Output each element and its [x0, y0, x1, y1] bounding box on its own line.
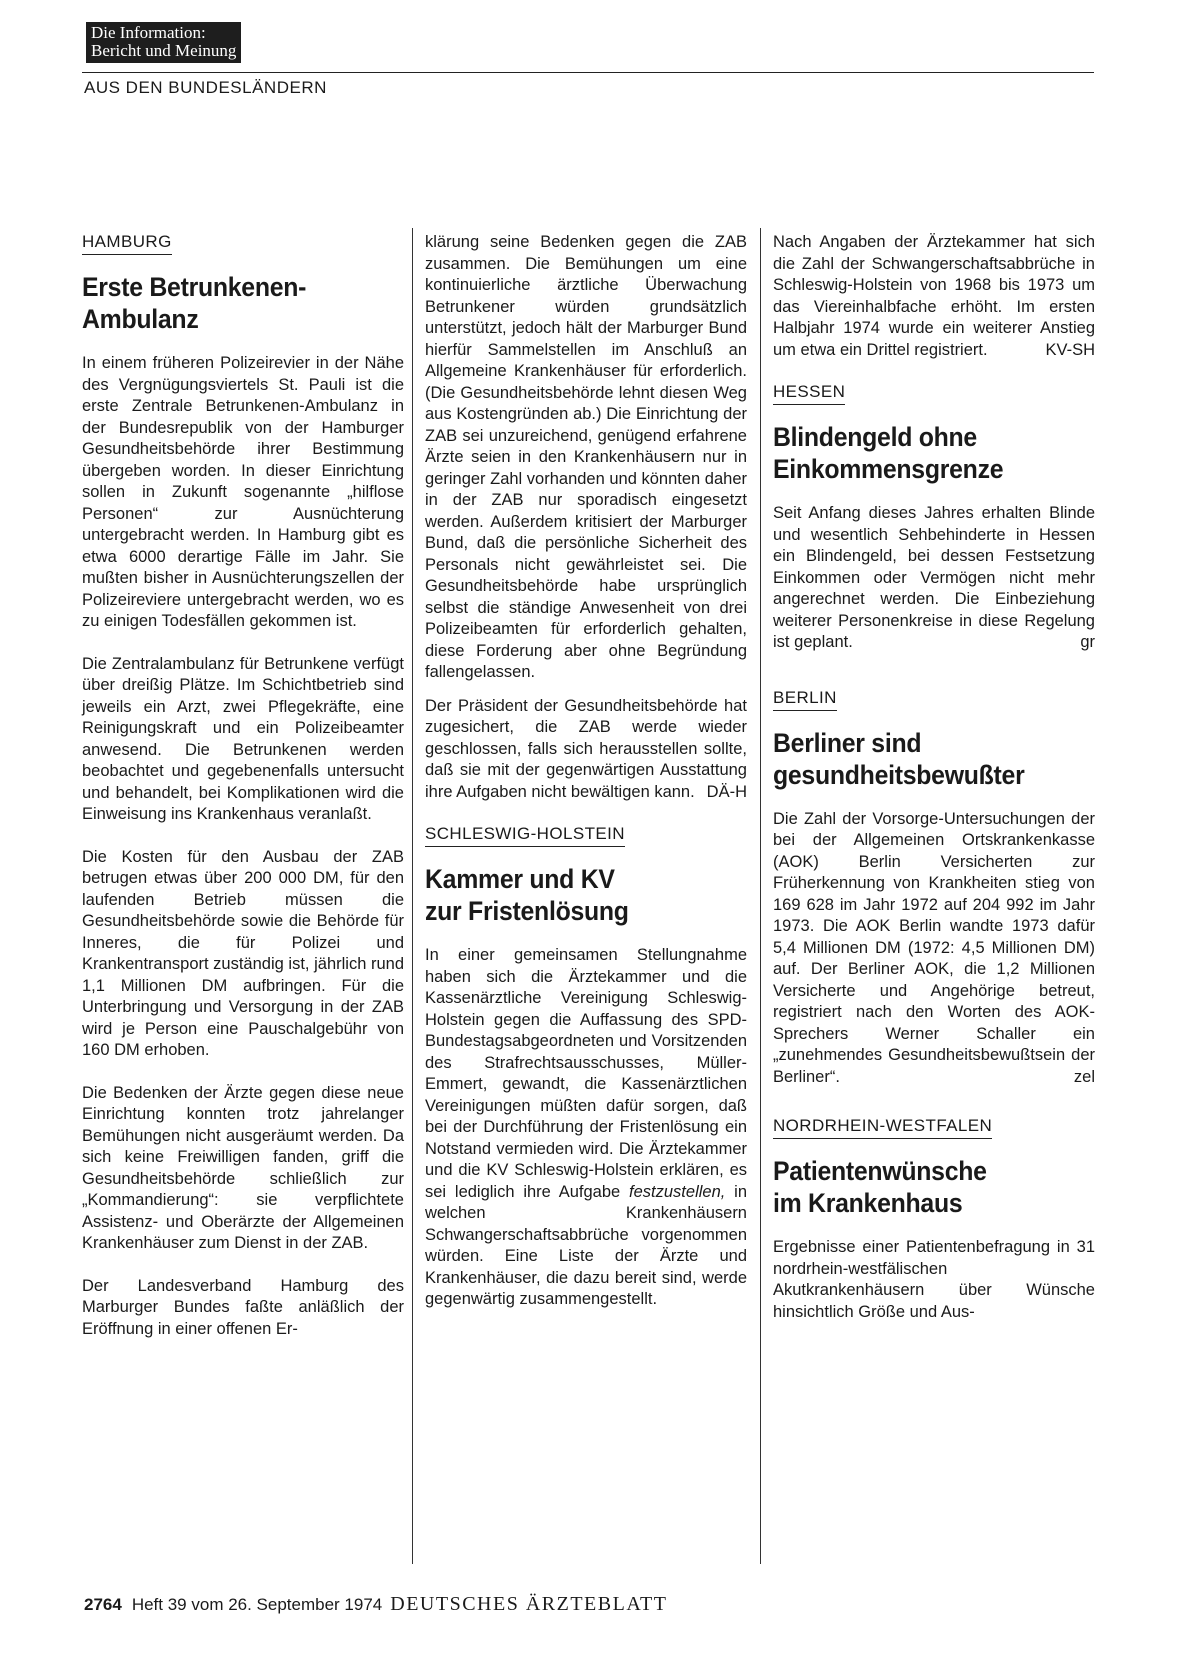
paragraph: Ergebnisse einer Patientenbefragung in 31 nordrhein-westfälischen Akutkrankenhäusern über Wünsche hinsichtlich Größe und Aus-	[773, 1238, 1095, 1321]
author-signature: DÄ-H	[706, 782, 747, 801]
top-rule	[82, 72, 1094, 73]
paragraph-text: Die Zahl der Vorsorge-Untersuchungen der bei der Allgemeinen Ortskrankenkasse (AOK) Berlin Versicherten zur Früherkennung von Krankheiten stieg von 169 628 im Jahr 1972 auf 204 992 im Jahr 1973. Die AOK Berlin wandte 1973 dafür 5,4 Millionen DM (1972: 4,5 Millionen DM) auf. Der Berliner AOK, die 1,2 Millionen Versicherte und Angehörige betreut, registriert nach den Worten des AOK-Sprechers Werner Schaller ein „zunehmendes Gesundheitsbewußtsein der Berliner“.	[773, 809, 1095, 1086]
region-label-berlin: BERLIN	[773, 688, 837, 711]
paragraph-text: Seit Anfang dieses Jahres erhalten Blinde und wesentlich Sehbehinderte in Hessen ein Blindengeld, bei dessen Festsetzung Einkommen oder Vermögen nicht mehr angerechnet werden. Die Einbeziehung weiterer Personenkreise in diese Regelung ist geplant.	[773, 504, 1095, 651]
headline-nrw	[773, 1155, 1069, 1219]
paragraph	[773, 503, 1095, 654]
headline-line: Einkommensgrenze	[773, 454, 1004, 484]
paragraph: Der Landesverband Hamburg des Marburger Bundes faßte anläßlich der Eröffnung in einer offenen Er-	[82, 1276, 404, 1338]
paragraph	[425, 696, 747, 804]
headline-line: Ambulanz	[82, 304, 199, 334]
region-label-nrw: NORDRHEIN-WESTFALEN	[773, 1116, 992, 1139]
column-divider-1	[412, 228, 413, 1564]
region-label-hessen: HESSEN	[773, 382, 845, 405]
headline-schleswig-holstein	[425, 863, 721, 927]
headline-line: zur Fristenlösung	[425, 896, 629, 926]
paragraph-text: Der Präsident der Gesundheitsbehörde hat zugesichert, die ZAB werde wieder geschlossen, falls sich herausstellen sollte, daß sie mit der gegenwärtigen Ausstattung ihre Aufgaben nicht bewältigen kann.	[425, 696, 747, 801]
author-signature: gr	[1080, 633, 1095, 651]
paragraph	[425, 945, 747, 1311]
column-1	[82, 232, 404, 1361]
region-label-hamburg: HAMBURG	[82, 232, 172, 255]
headline-line: gesundheitsbewußter	[773, 759, 1025, 790]
headline-line: Erste Betrunkenen-	[82, 272, 307, 302]
section-title: AUS DEN BUNDESLÄNDERN	[84, 78, 327, 97]
headline-line: Patientenwünsche	[773, 1156, 987, 1186]
column-divider-2	[760, 228, 761, 1564]
paragraph-text: in welchen Krankenhäusern Schwangerschaftsabbrüche vorgenommen würden. Eine Liste der Ärzte und Krankenhäuser, die dazu bereit sind, werde gegenwärtig zusammengestellt.	[425, 1182, 747, 1308]
headline-line: Kammer und KV	[425, 864, 615, 894]
masthead	[86, 22, 241, 63]
emphasis-text: festzustellen,	[629, 1182, 726, 1201]
paragraph: klärung seine Bedenken gegen die ZAB zusammen. Die Bemühungen um eine kontinuierliche ärztliche Überwachung Betrunkener würden grundsätzlich unterstützt, jedoch hält der Marburger Bund hierfür Sammelstellen im Anschluß an Allgemeine Krankenhäuser für erforderlich. (Die Gesundheitsbehörde lehnt diesen Weg aus Kostengründen ab.) Die Einrichtung der ZAB sei unzureichend, genügend erfahrene Ärzte seien in den Krankenhäusern nur in geringer Zahl vorhanden und könnten daher in der ZAB nur sporadisch eingesetzt werden. Außerdem kritisiert der Marburger Bund, daß die persönliche Sicherheit des Personals nicht gewährleistet sei. Die Gesundheitsbehörde habe ursprünglich selbst die ständige Anwesenheit von drei Polizeibeamten für erforderlich gehalten, diese Forderung aber ohne Begründung fallengelassen.	[425, 233, 747, 681]
author-signature: KV-SH	[1045, 340, 1095, 359]
masthead-line-2: Bericht und Meinung	[91, 41, 237, 60]
paragraph-text: In einer gemeinsamen Stellungnahme haben sich die Ärztekammer und die Kassenärztliche Vereinigung Schleswig-Holstein gegen die Auffassung des SPD-Bundestagsabgeordneten und Vorsitzenden des Strafrechtsausschusses, Müller-Emmert, gewandt, die Kassenärztlichen Vereinigungen müßten dafür sorgen, daß bei der Durchführung der Fristenlösung ein Notstand vermieden wird. Die Ärztekammer und die KV Schleswig-Holstein erklären, es sei lediglich ihre Aufgabe	[425, 946, 747, 1201]
paragraph: Die Kosten für den Ausbau der ZAB betrugen etwas über 200 000 DM, für den laufenden Betrieb müssen die Gesundheitsbehörde sowie die Behörde für Inneres, die für Polizei und Krankentransport zuständig ist, jährlich rund 1,1 Millionen DM aufbringen. Für die Unterbringung und Versorgung in der ZAB wird je Person eine Pauschalgebühr von 160 DM erhoben.	[82, 847, 404, 1059]
region-label-schleswig-holstein: SCHLESWIG-HOLSTEIN	[425, 824, 625, 847]
paragraph-text: Nach Angaben der Ärztekammer hat sich die Zahl der Schwangerschaftsabbrüche in Schleswig-Holstein von 1968 bis 1973 um das Viereinhalbfache erhöht. Im ersten Halbjahr 1974 wurde ein weiterer Anstieg um etwa ein Drittel registriert.	[773, 233, 1095, 359]
headline-line: Berliner sind	[773, 727, 922, 758]
author-signature: zel	[1073, 1067, 1095, 1086]
column-3	[773, 232, 1095, 1344]
headline-line: im Krankenhaus	[773, 1188, 963, 1218]
headline-hamburg	[82, 271, 378, 335]
paragraph: In einem früheren Polizeirevier in der Nähe des Vergnügungsviertels St. Pauli ist die erste Zentrale Betrunkenen-Ambulanz in der Bundesrepublik von der Hamburger Gesundheitsbehörde ihrer Bestimmung übergeben worden. In dieser Einrichtung sollen in Zukunft sogenannte „hilflose Personen“ zur Ausnüchterung untergebracht werden. In Hamburg gibt es etwa 6000 derartige Fälle im Jahr. Sie mußten bisher in Ausnüchterungszellen der Polizeireviere untergebracht werden, wo es zu einigen Todesfällen gekommen ist.	[82, 354, 404, 630]
column-2	[425, 232, 747, 1332]
headline-hessen	[773, 421, 1069, 485]
journal-name: DEUTSCHES ÄRZTEBLATT	[390, 1593, 668, 1615]
paragraph: Die Bedenken der Ärzte gegen diese neue Einrichtung konnten trotz jahrelanger Bemühungen nicht ausgeräumt werden. Da sich keine Freiwilligen fanden, griff die Gesundheitsbehörde schließlich zur „Kommandierung“: sie verpflichtete Assistenz- und Oberärzte der Allgemeinen Krankenhäuser zum Dienst in der ZAB.	[82, 1083, 404, 1252]
paragraph	[773, 232, 1095, 361]
paragraph	[773, 809, 1095, 1089]
headline-line: Blindengeld ohne	[773, 422, 977, 452]
paragraph: Die Zentralambulanz für Betrunkene verfügt über dreißig Plätze. Im Schichtbetrieb sind jeweils ein Arzt, zwei Pflegekräfte, eine Reinigungskraft und ein Polizeibeamter anwesend. Die Betrunkenen werden beobachtet und gegebenenfalls untersucht und behandelt, bei Komplikationen wird die Einweisung ins Krankenhaus veranlaßt.	[82, 654, 404, 823]
page-footer	[84, 1593, 667, 1616]
headline-berlin	[773, 727, 1069, 791]
issue-info: Heft 39 vom 26. September 1974	[131, 1595, 383, 1614]
masthead-line-1: Die Information:	[91, 23, 206, 42]
page-number: 2764	[84, 1595, 122, 1614]
